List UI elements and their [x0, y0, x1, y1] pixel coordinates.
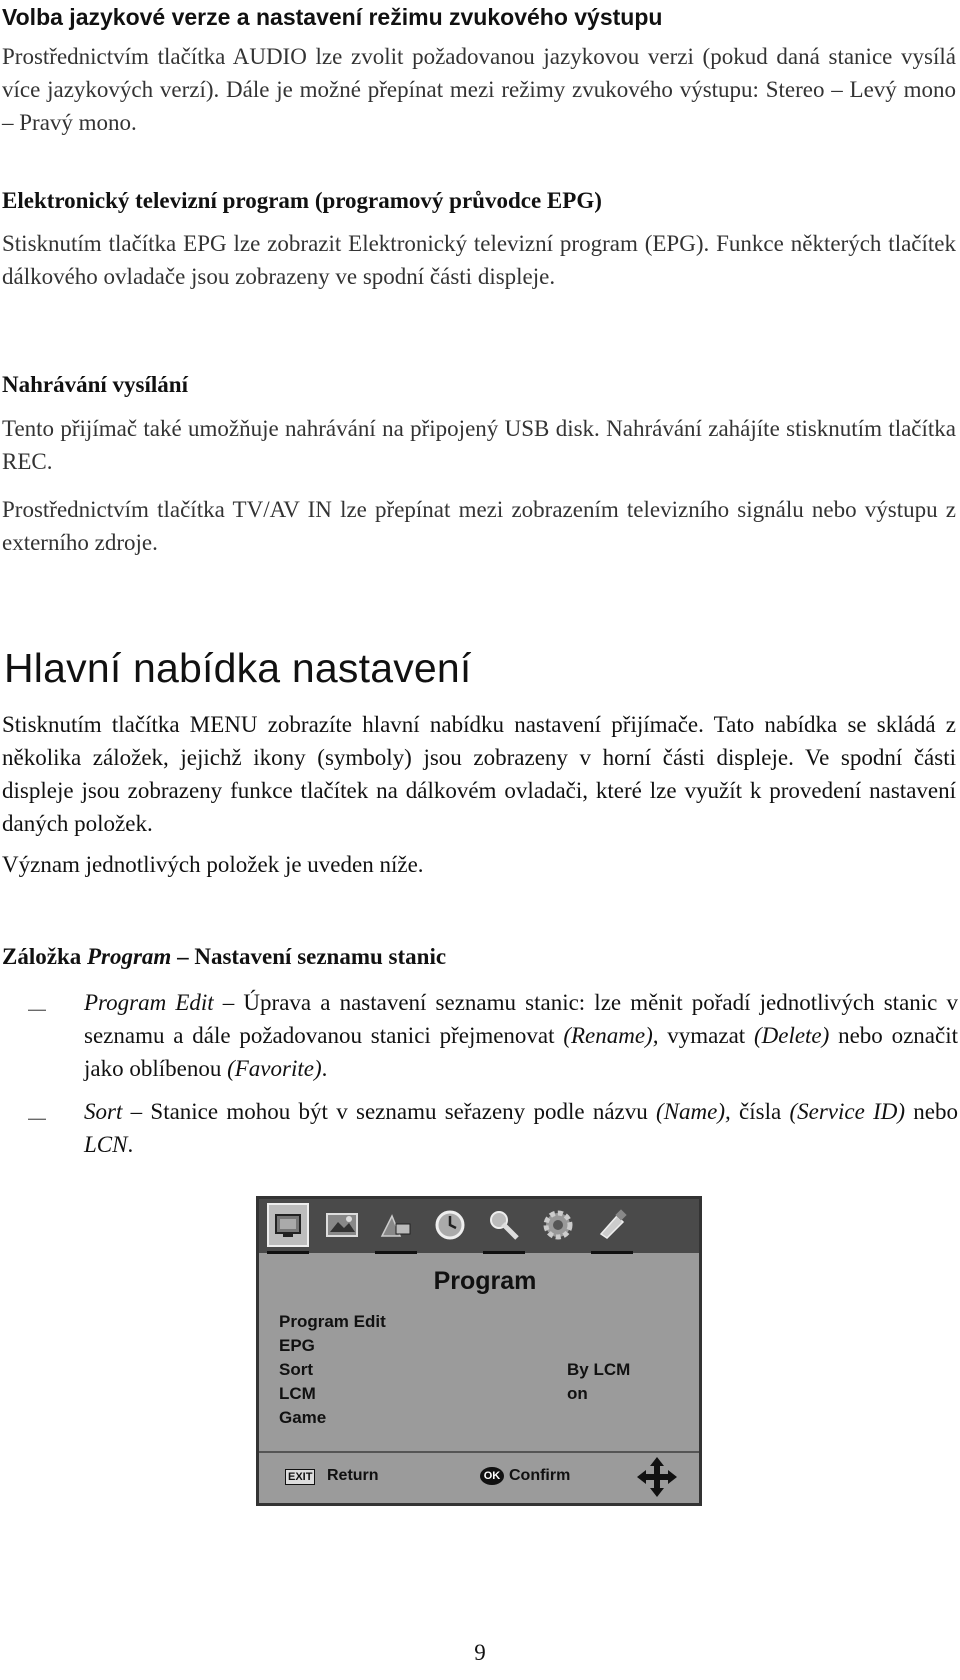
main-menu-text-1: Stisknutím tlačítka MENU zobrazíte hlavní nabídku nastavení přijímače. Tato nabídka se skládá z několika záložek, jejichž ikony (symboly) jsou zobrazeny v horní části displeje. Ve spodní části displeje jsou zobrazeny funkce tlačítek na dálkovém ovladači, které lze využít k provedení nastavení daných položek. — [2, 712, 956, 836]
bullet-text-part: . — [321, 1056, 328, 1081]
tab-underline — [375, 1251, 417, 1254]
menu-item-lcm[interactable]: LCM — [279, 1384, 316, 1403]
recording-paragraph-2 — [2, 493, 956, 559]
menu-item-sort[interactable]: Sort — [279, 1360, 313, 1379]
tab-underline — [483, 1251, 525, 1254]
tab-underline — [267, 1251, 309, 1254]
settings-icon[interactable] — [537, 1203, 579, 1247]
main-menu-text-2: Význam jednotlivých položek je uveden níže. — [2, 852, 424, 877]
recording-text-2: Prostřednictvím tlačítka TV/AV IN lze přepínat mezi zobrazením televizního signálu nebo výstupu z externího zdroje. — [2, 497, 956, 555]
menu-title: Program — [433, 1267, 537, 1295]
bullet-italic-part: (Rename), — [563, 1023, 659, 1048]
bullet-symbol-icon: ⸏ — [28, 992, 46, 1013]
bullet-text-part: . — [127, 1132, 134, 1157]
menu-tab-bar — [259, 1199, 699, 1253]
ok-key-icon: OK — [480, 1467, 504, 1485]
usb-icon[interactable] — [591, 1203, 633, 1247]
program-icon[interactable] — [267, 1203, 309, 1247]
page-number: 9 — [474, 1640, 486, 1665]
epg-text: Stisknutím tlačítka EPG lze zobrazit Elektronický televizní program (EPG). Funkce některých tlačítek dálkového ovladače jsou zobrazeny ve spodní části displeje. — [2, 231, 956, 289]
bullet-term: Sort — [84, 1099, 123, 1124]
recording-heading: Nahrávání vysílání — [2, 372, 188, 397]
menu-item-program-edit[interactable]: Program Edit — [279, 1312, 386, 1331]
exit-key-icon: EXIT — [285, 1469, 315, 1485]
program-tab-heading-italic: Program — [86, 944, 172, 969]
main-menu-heading: Hlavní nabídka nastavení — [4, 645, 472, 691]
program-tab-heading-prefix: Záložka — [2, 944, 87, 969]
menu-footer — [259, 1451, 699, 1505]
confirm-label: Confirm — [509, 1467, 571, 1484]
menu-item-epg[interactable]: EPG — [279, 1336, 315, 1355]
audio-text: Prostřednictvím tlačítka AUDIO lze zvolit požadovanou jazykovou verzi (pokud daná stanice vysílá více jazykových verzí). Dále je možné přepínat mezi režimy zvukového výstupu: Stereo – Levý mono – Pravý mono. — [2, 44, 956, 135]
bullet-italic-part: LCN — [84, 1132, 128, 1157]
bullet-dash: – — [122, 1099, 151, 1124]
bullet-sort — [28, 1095, 958, 1161]
bullet-text — [84, 986, 958, 1085]
epg-heading: Elektronický televizní program (programový průvodce EPG) — [2, 188, 602, 213]
recording-paragraph-1 — [2, 412, 956, 478]
bullet-text-part: nebo — [905, 1099, 959, 1124]
menu-value-lcm: on — [567, 1384, 588, 1403]
bullet-italic-part: (Favorite) — [227, 1056, 322, 1081]
clock-icon[interactable] — [429, 1203, 471, 1247]
bullet-text-part: Úprava a nastavení seznamu stanic: lze měnit pořadí jednotlivých stanic v seznamu a dále požadovanou stanici přejmenovat — [84, 990, 958, 1048]
program-tab-heading-suffix: – Nastavení seznamu stanic — [171, 944, 447, 969]
audio-paragraph — [2, 40, 956, 139]
epg-paragraph — [2, 227, 956, 293]
bullet-text-part: čísla — [730, 1099, 790, 1124]
main-menu-paragraph-1 — [2, 708, 956, 840]
tab-underline — [591, 1251, 633, 1254]
bullet-text — [84, 1095, 958, 1161]
bullet-dash: – — [213, 990, 244, 1015]
bullet-text-part: nebo označit jako oblíbenou — [84, 1023, 958, 1081]
navigation-arrows-icon — [635, 1455, 679, 1504]
bullet-italic-part: (Delete) — [753, 1023, 830, 1048]
bullet-text-part: vymazat — [658, 1023, 754, 1048]
menu-value-sort: By LCM — [567, 1360, 631, 1379]
menu-item-game[interactable]: Game — [279, 1408, 327, 1427]
picture-icon[interactable] — [321, 1203, 363, 1247]
search-icon[interactable] — [375, 1203, 417, 1247]
program-tab-heading — [2, 942, 446, 972]
bullet-symbol-icon: ⸏ — [28, 1101, 46, 1122]
bullet-text-part: Stanice mohou být v seznamu seřazeny podle názvu — [150, 1099, 657, 1124]
recording-text-1: Tento přijímač také umožňuje nahrávání na připojený USB disk. Nahrávání zahájíte stisknutím tlačítka REC. — [2, 416, 956, 474]
bullet-term: Program Edit — [84, 990, 214, 1015]
bullet-italic-part: (Name), — [656, 1099, 731, 1124]
audio-heading: Volba jazykové verze a nastavení režimu zvukového výstupu — [2, 4, 663, 30]
tools-icon[interactable] — [483, 1203, 525, 1247]
bullet-italic-part: (Service ID) — [789, 1099, 906, 1124]
bullet-program-edit — [28, 986, 958, 1085]
main-menu-paragraph-2 — [2, 848, 956, 881]
return-label: Return — [327, 1467, 379, 1484]
menu-screenshot — [256, 1196, 702, 1506]
